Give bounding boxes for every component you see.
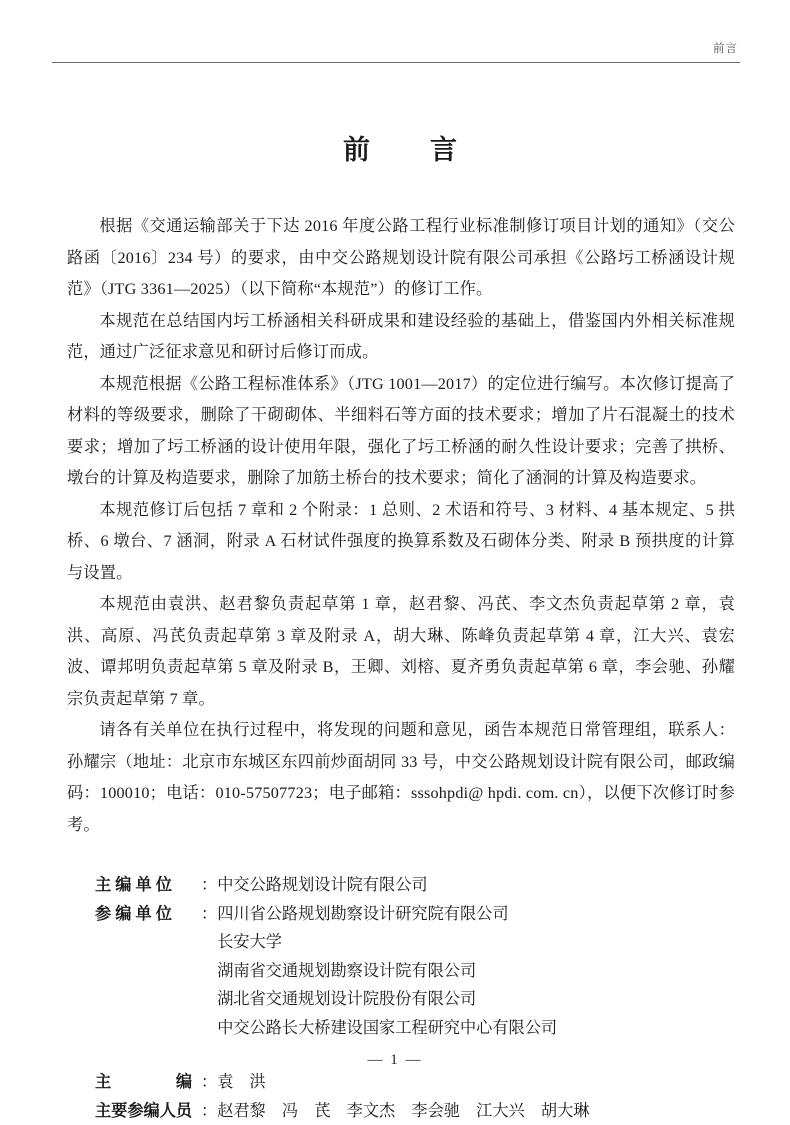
chief-editor-separator: ： [201, 1068, 217, 1097]
unit-line: 湖北省交通规划设计院股份有限公司 [217, 985, 735, 1014]
main-contributors-value: 赵君黎 冯 芪 李文杰 李会驰 江大兴 胡大琳 [217, 1097, 735, 1125]
header-divider-rule [52, 62, 740, 63]
page-number: — 1 — [0, 1052, 790, 1069]
paragraph-6: 请各有关单位在执行过程中，将发现的问题和意见，函告本规范日常管理组，联系人：孙耀宗（地址：北京市东城区东四前炒面胡同 33 号，中交公路规划设计院有限公司，邮政编码：100010；电话：010-57507723；电子邮箱：sssohpdi@ hpdi. com. cn），以便下次修订时参考。 [67, 715, 735, 841]
paragraph-3: 本规范根据《公路工程标准体系》（JTG 1001—2017）的定位进行编写。本次修订提高了材料的等级要求，删除了干砌砌体、半细料石等方面的技术要求；增加了片石混凝土的技术要求；增加了圬工桥涵的设计使用年限，强化了圬工桥涵的耐久性设计要求；完善了拱桥、墩台的计算及构造要求，删除了加筋土桥台的技术要求；简化了涵洞的计算及构造要求。 [67, 369, 735, 495]
credit-row-chief-unit [67, 871, 735, 900]
main-contributors-label: 主要参编人员 [67, 1097, 201, 1125]
document-body [67, 128, 735, 1125]
paragraph-1: 根据《交通运输部关于下达 2016 年度公路工程行业标准制修订项目计划的通知》（交公路函〔2016〕234 号）的要求，由中交公路规划设计院有限公司承担《公路圬工桥涵设计规范》（JTG 3361—2025）（以下简称“本规范”）的修订工作。 [67, 211, 735, 306]
participating-units-separator: ： [201, 900, 217, 929]
chief-unit-values [217, 871, 735, 900]
paragraph-5: 本规范由袁洪、赵君黎负责起草第 1 章，赵君黎、冯芪、李文杰负责起草第 2 章，袁洪、高原、冯芪负责起草第 3 章及附录 A，胡大琳、陈峰负责起草第 4 章，江大兴、袁宏波、谭邦明负责起草第 5 章及附录 B，王卿、刘榕、夏齐勇负责起草第 6 章，李会驰、孙耀宗负责起草第 7 章。 [67, 589, 735, 715]
page-header [52, 40, 740, 63]
participating-units-label: 参 编 单 位 [67, 900, 201, 929]
credits-units-block [67, 871, 735, 1042]
chief-editor-value: 袁 洪 [217, 1068, 735, 1097]
unit-line: 湖南省交通规划勘察设计院有限公司 [217, 957, 735, 986]
page-title: 前 言 [67, 128, 735, 167]
credits-people-block [67, 1068, 735, 1125]
running-head: 前言 [52, 40, 740, 62]
chief-unit-separator: ： [201, 871, 217, 900]
chief-unit-label: 主 编 单 位 [67, 871, 201, 900]
credit-row-chief-editor [67, 1068, 735, 1097]
paragraph-4: 本规范修订后包括 7 章和 2 个附录：1 总则、2 术语和符号、3 材料、4 基本规定、5 拱桥、6 墩台、7 涵洞，附录 A 石材试件强度的换算系数及石砌体分类、附录 B 预拱度的计算与设置。 [67, 495, 735, 590]
credit-row-main-contributors [67, 1097, 735, 1125]
participating-units-values [217, 900, 735, 1043]
paragraph-2: 本规范在总结国内圬工桥涵相关科研成果和建设经验的基础上，借鉴国内外相关标准规范，通过广泛征求意见和研讨后修订而成。 [67, 306, 735, 369]
unit-line: 长安大学 [217, 928, 735, 957]
chief-editor-label: 主 编 [67, 1068, 201, 1097]
credit-row-participating-units [67, 900, 735, 1043]
unit-line: 四川省公路规划勘察设计研究院有限公司 [217, 900, 735, 929]
unit-line: 中交公路长大桥建设国家工程研究中心有限公司 [217, 1014, 735, 1043]
main-contributors-separator: ： [201, 1097, 217, 1125]
unit-line: 中交公路规划设计院有限公司 [217, 871, 735, 900]
